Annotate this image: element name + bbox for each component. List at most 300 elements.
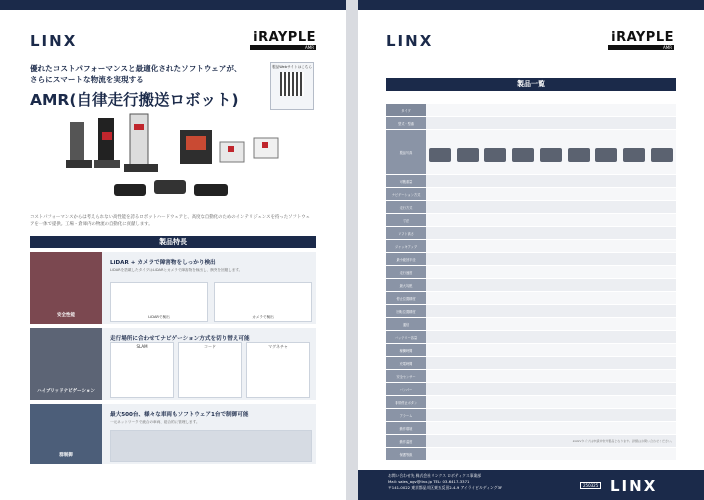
spec-cell	[620, 396, 648, 409]
feature-fleet-caption: 群制御	[59, 453, 73, 458]
spec-cell	[454, 422, 482, 435]
spec-cell	[482, 240, 510, 253]
spec-cell	[454, 448, 482, 461]
spec-row	[386, 253, 676, 266]
spec-cell	[593, 266, 621, 279]
spec-cell	[620, 117, 648, 130]
qr-code-icon[interactable]	[280, 72, 304, 96]
spec-cell	[482, 435, 510, 448]
spec-row	[386, 201, 676, 214]
robot-photo	[651, 148, 673, 162]
spec-cell	[593, 201, 621, 214]
spec-cell	[565, 396, 593, 409]
spec-cell	[593, 448, 621, 461]
mini-code	[178, 342, 242, 398]
spec-cell	[593, 396, 621, 409]
spec-cell	[482, 448, 510, 461]
spec-cell	[482, 188, 510, 201]
spec-cell	[509, 117, 537, 130]
spec-cell	[426, 383, 454, 396]
spec-cell	[648, 266, 676, 279]
spec-cell	[509, 279, 537, 292]
spec-cell	[537, 331, 565, 344]
robot-photo	[595, 148, 617, 162]
feature-navigation-caption: ハイブリッドナビゲーション	[37, 389, 95, 394]
spec-cell	[648, 214, 676, 227]
spec-cell	[648, 305, 676, 318]
robot-photo	[512, 148, 534, 162]
spec-cell	[593, 305, 621, 318]
headline	[30, 63, 260, 85]
spec-cell	[537, 117, 565, 130]
spec-cell	[509, 201, 537, 214]
spec-cell	[509, 175, 537, 188]
spec-cell	[509, 130, 537, 175]
spec-cell	[565, 279, 593, 292]
spec-cell	[620, 240, 648, 253]
spec-cell	[648, 344, 676, 357]
spec-cell	[565, 370, 593, 383]
spec-cell	[620, 130, 648, 175]
spec-cell	[454, 409, 482, 422]
spec-cell	[482, 201, 510, 214]
spec-cell	[648, 383, 676, 396]
spec-row	[386, 448, 676, 461]
spec-cell	[454, 188, 482, 201]
document-code: 250325	[580, 482, 601, 489]
footer-line-1: お問い合わせ先 株式会社リンクス ロボティクス事業部	[388, 473, 482, 478]
spec-cell	[537, 227, 565, 240]
spec-row-label: 最小旋回半径	[386, 253, 426, 266]
mini-magnet	[246, 342, 310, 398]
spec-cell	[509, 227, 537, 240]
feature-safety-caption: 安全性能	[57, 313, 75, 318]
spec-cell	[620, 305, 648, 318]
spec-row-label: 製品写真	[386, 130, 426, 175]
spec-cell	[426, 266, 454, 279]
spec-cell	[454, 201, 482, 214]
spec-cell	[565, 130, 593, 175]
table-note: ※AGVタイプは申請対象外製品となります。詳細はお問い合わせください。	[572, 439, 674, 443]
irayple-logo	[608, 30, 674, 50]
spec-cell	[648, 117, 676, 130]
product-spec-table	[386, 104, 676, 461]
spec-cell	[537, 201, 565, 214]
spec-cell	[620, 201, 648, 214]
spec-cell	[482, 175, 510, 188]
spec-cell	[648, 448, 676, 461]
spec-cell	[593, 227, 621, 240]
spec-cell	[509, 331, 537, 344]
spec-cell	[426, 104, 454, 117]
spec-cell	[509, 396, 537, 409]
spec-cell	[482, 292, 510, 305]
spec-cell	[565, 253, 593, 266]
spec-cell	[620, 318, 648, 331]
spec-cell	[426, 117, 454, 130]
spec-cell	[620, 214, 648, 227]
spec-cell	[648, 279, 676, 292]
spec-row	[386, 409, 676, 422]
spec-cell	[454, 130, 482, 175]
headline-line-1: 優れたコストパフォーマンスと最適化されたソフトウェアが、	[30, 64, 242, 73]
intro-text: コストパフォーマンスからは考えられない高性能を誇るロボットハードウェアと、高度な自動化のためのインテリジェンスを持ったソフトウェアを一体で提供。工場・倉庫内の物流の自動化に貢献します。	[30, 215, 310, 227]
spec-cell	[593, 409, 621, 422]
spec-row	[386, 175, 676, 188]
footer	[358, 470, 704, 500]
spec-cell	[426, 318, 454, 331]
spec-cell	[537, 175, 565, 188]
spec-cell	[509, 214, 537, 227]
linx-logo: LINX	[386, 32, 434, 50]
spec-cell	[593, 253, 621, 266]
spec-cell	[593, 130, 621, 175]
spec-cell	[454, 305, 482, 318]
spec-cell	[537, 409, 565, 422]
mini-magnet-label: マグネチャ	[268, 344, 288, 349]
feature-safety-title: LiDAR + カメラで障害物をしっかり検出	[110, 260, 216, 266]
irayple-logo-sub: AMR	[608, 45, 674, 50]
spec-cell	[537, 188, 565, 201]
spec-cell	[565, 175, 593, 188]
spec-cell	[648, 396, 676, 409]
brochure-page-right	[358, 0, 704, 500]
spec-cell	[565, 331, 593, 344]
spec-cell	[565, 188, 593, 201]
spec-cell	[648, 240, 676, 253]
feature-navigation-image	[30, 328, 102, 400]
spec-row	[386, 318, 676, 331]
feature-fleet-image	[30, 404, 102, 464]
spec-cell	[509, 409, 537, 422]
top-bar	[0, 0, 346, 10]
spec-cell	[482, 318, 510, 331]
spec-row-label: 可搬重量	[386, 175, 426, 188]
qr-caption: 製品Webサイトはこちら	[272, 65, 312, 69]
spec-cell	[648, 357, 676, 370]
spec-cell	[509, 292, 537, 305]
robot-photo	[484, 148, 506, 162]
spec-cell	[537, 396, 565, 409]
feature-fleet	[30, 404, 316, 464]
spec-cell	[537, 318, 565, 331]
spec-row	[386, 396, 676, 409]
spec-cell	[454, 370, 482, 383]
spec-cell	[482, 370, 510, 383]
product-list-heading: 製品一覧	[386, 78, 676, 91]
spec-row-label: ジャッキアップ	[386, 240, 426, 253]
spec-cell	[648, 318, 676, 331]
spec-cell	[593, 240, 621, 253]
robot-photo	[568, 148, 590, 162]
feature-safety-desc: LiDARを搭載したタイプはLiDARとカメラで障害物を検出し、衝突を回避します。	[110, 268, 243, 272]
spec-cell	[426, 240, 454, 253]
spec-cell	[454, 396, 482, 409]
spec-cell	[426, 305, 454, 318]
robot-lineup-image	[62, 112, 292, 210]
spec-cell	[537, 305, 565, 318]
spec-row-label: バッテリー容量	[386, 331, 426, 344]
spec-cell	[593, 383, 621, 396]
spec-cell	[620, 448, 648, 461]
spec-cell	[620, 227, 648, 240]
spec-cell	[454, 117, 482, 130]
spec-cell	[593, 344, 621, 357]
spec-row	[386, 292, 676, 305]
spec-cell	[426, 279, 454, 292]
spec-cell	[426, 292, 454, 305]
spec-cell	[565, 409, 593, 422]
spec-cell	[565, 448, 593, 461]
spec-cell	[426, 130, 454, 175]
irayple-logo-text: iRAYPLE	[253, 30, 316, 45]
spec-cell	[482, 117, 510, 130]
mini-lidar	[110, 282, 208, 322]
spec-row-label: ナビゲーション方式	[386, 188, 426, 201]
spec-cell	[648, 253, 676, 266]
spec-cell	[426, 422, 454, 435]
spec-cell	[620, 370, 648, 383]
spec-row-label: リフト高さ	[386, 227, 426, 240]
mini-slam-label: SLAM	[136, 344, 148, 349]
spec-cell	[509, 435, 537, 448]
spec-cell	[482, 279, 510, 292]
spec-cell	[426, 331, 454, 344]
spec-cell	[482, 383, 510, 396]
spec-cell	[482, 104, 510, 117]
spec-cell	[537, 279, 565, 292]
spec-row	[386, 117, 676, 130]
mini-slam	[110, 342, 174, 398]
feature-fleet-desc: 一元ネットワークで統合の車両、総合的に管理します。	[110, 420, 200, 424]
spec-cell	[454, 344, 482, 357]
spec-cell	[537, 448, 565, 461]
spec-row	[386, 305, 676, 318]
spec-cell	[509, 318, 537, 331]
spec-cell	[565, 383, 593, 396]
spec-row	[386, 331, 676, 344]
spec-cell	[426, 396, 454, 409]
spec-cell	[537, 104, 565, 117]
robot-photo	[540, 148, 562, 162]
spec-cell	[454, 240, 482, 253]
spec-cell	[593, 422, 621, 435]
spec-row	[386, 370, 676, 383]
spec-cell	[454, 214, 482, 227]
spec-cell	[565, 318, 593, 331]
spec-cell	[537, 253, 565, 266]
spec-cell	[648, 331, 676, 344]
spec-cell	[426, 214, 454, 227]
spec-cell	[537, 370, 565, 383]
spec-cell	[482, 227, 510, 240]
spec-cell	[537, 240, 565, 253]
spec-row	[386, 240, 676, 253]
irayple-logo-sub: AMR	[250, 45, 316, 50]
spec-cell	[426, 448, 454, 461]
spec-cell	[648, 188, 676, 201]
spec-cell	[593, 357, 621, 370]
spec-cell	[509, 266, 537, 279]
spec-cell	[454, 292, 482, 305]
spec-cell	[537, 130, 565, 175]
spec-cell	[509, 383, 537, 396]
spec-cell	[537, 292, 565, 305]
spec-row	[386, 422, 676, 435]
spec-cell	[537, 383, 565, 396]
spec-cell	[426, 435, 454, 448]
spec-cell	[426, 357, 454, 370]
spec-cell	[426, 201, 454, 214]
headline-line-2: さらにスマートな物流を実現する	[30, 75, 144, 84]
spec-cell	[454, 253, 482, 266]
spec-cell	[454, 331, 482, 344]
spec-cell	[593, 214, 621, 227]
spec-cell	[454, 266, 482, 279]
spec-cell	[426, 370, 454, 383]
spec-cell	[593, 370, 621, 383]
fleet-photo	[110, 430, 312, 462]
spec-cell	[537, 266, 565, 279]
spec-cell	[593, 318, 621, 331]
spec-row-label: 回転位置精度	[386, 305, 426, 318]
feature-safety	[30, 252, 316, 324]
spec-cell	[565, 117, 593, 130]
spec-cell	[620, 344, 648, 357]
spec-cell	[620, 266, 648, 279]
spec-cell	[509, 448, 537, 461]
spec-cell	[565, 214, 593, 227]
spec-row-label: 動作温度	[386, 435, 426, 448]
footer-line-2: Mail: sales_agv@linx.jp TEL: 03-6417-3371	[388, 479, 470, 485]
spec-cell	[454, 383, 482, 396]
spec-cell	[565, 201, 593, 214]
brochure-page-left	[0, 0, 346, 500]
spec-cell	[454, 227, 482, 240]
spec-cell	[509, 240, 537, 253]
spec-cell	[593, 188, 621, 201]
spec-row-label: 停止位置精度	[386, 292, 426, 305]
spec-cell	[648, 409, 676, 422]
spec-cell	[620, 422, 648, 435]
spec-cell	[648, 104, 676, 117]
spec-cell	[454, 435, 482, 448]
spec-cell	[454, 175, 482, 188]
spec-cell	[482, 331, 510, 344]
spec-cell	[620, 188, 648, 201]
spec-cell	[620, 104, 648, 117]
spec-row-label: 非常停止ボタン	[386, 396, 426, 409]
spec-row	[386, 214, 676, 227]
spec-cell	[620, 357, 648, 370]
spec-cell	[537, 422, 565, 435]
mini-camera	[214, 282, 312, 322]
spec-cell	[509, 253, 537, 266]
spec-cell	[565, 357, 593, 370]
spec-cell	[565, 292, 593, 305]
spec-cell	[509, 305, 537, 318]
spec-cell	[648, 175, 676, 188]
spec-cell	[454, 318, 482, 331]
spec-cell	[565, 266, 593, 279]
spec-row-label: 走行速度	[386, 266, 426, 279]
spec-row	[386, 279, 676, 292]
robot-photo	[429, 148, 451, 162]
spec-cell	[620, 383, 648, 396]
spec-cell	[565, 227, 593, 240]
spec-cell	[509, 344, 537, 357]
spec-cell	[509, 370, 537, 383]
spec-row	[386, 227, 676, 240]
spec-row	[386, 383, 676, 396]
spec-cell	[648, 292, 676, 305]
spec-cell	[482, 344, 510, 357]
spec-row-label: 走行方式	[386, 201, 426, 214]
spec-cell	[482, 305, 510, 318]
spec-cell	[482, 409, 510, 422]
spec-cell	[426, 344, 454, 357]
spec-cell	[620, 331, 648, 344]
robot-photo	[623, 148, 645, 162]
feature-navigation-title: 走行場所に合わせてナビゲーション方式を切り替え可能	[110, 336, 250, 342]
footer-contact	[388, 473, 588, 492]
spec-cell	[537, 357, 565, 370]
spec-cell	[620, 279, 648, 292]
spec-cell	[454, 279, 482, 292]
spec-cell	[620, 253, 648, 266]
spec-cell	[426, 227, 454, 240]
spec-cell	[565, 422, 593, 435]
spec-cell	[593, 279, 621, 292]
feature-navigation	[30, 328, 316, 400]
spec-cell	[537, 214, 565, 227]
spec-row-label: 充電時間	[386, 357, 426, 370]
spec-row-label: タイプ	[386, 104, 426, 117]
spec-row	[386, 130, 676, 175]
spec-cell	[482, 214, 510, 227]
spec-cell	[565, 240, 593, 253]
spec-row-label: アラーム	[386, 409, 426, 422]
footer-line-3: 〒141-0022 東京都品川区東五反田2-4-9 アイライビルディング3F	[388, 485, 503, 491]
qr-code-box[interactable]	[270, 62, 314, 110]
spec-row-label: 型式・型番	[386, 117, 426, 130]
spec-cell	[482, 266, 510, 279]
spec-cell	[593, 104, 621, 117]
feature-fleet-title: 最大500台、様々な車両もソフトウェア1台で制御可能	[110, 412, 249, 418]
spec-cell	[620, 292, 648, 305]
spec-row-label: バンパー	[386, 383, 426, 396]
spec-row	[386, 104, 676, 117]
spec-cell	[509, 104, 537, 117]
spec-cell	[593, 175, 621, 188]
spec-cell	[482, 130, 510, 175]
spec-cell	[426, 175, 454, 188]
spec-row-label: 通信	[386, 318, 426, 331]
spec-cell	[593, 117, 621, 130]
spec-cell	[454, 104, 482, 117]
mini-camera-label: カメラで検出	[252, 315, 274, 319]
spec-row-label: 動作環境	[386, 422, 426, 435]
spec-cell	[648, 370, 676, 383]
spec-cell	[565, 104, 593, 117]
irayple-logo-text: iRAYPLE	[611, 30, 674, 45]
spec-cell	[537, 344, 565, 357]
spec-row	[386, 344, 676, 357]
spec-cell	[537, 435, 565, 448]
spec-cell	[648, 422, 676, 435]
linx-logo: LINX	[30, 32, 78, 50]
spec-cell	[593, 331, 621, 344]
